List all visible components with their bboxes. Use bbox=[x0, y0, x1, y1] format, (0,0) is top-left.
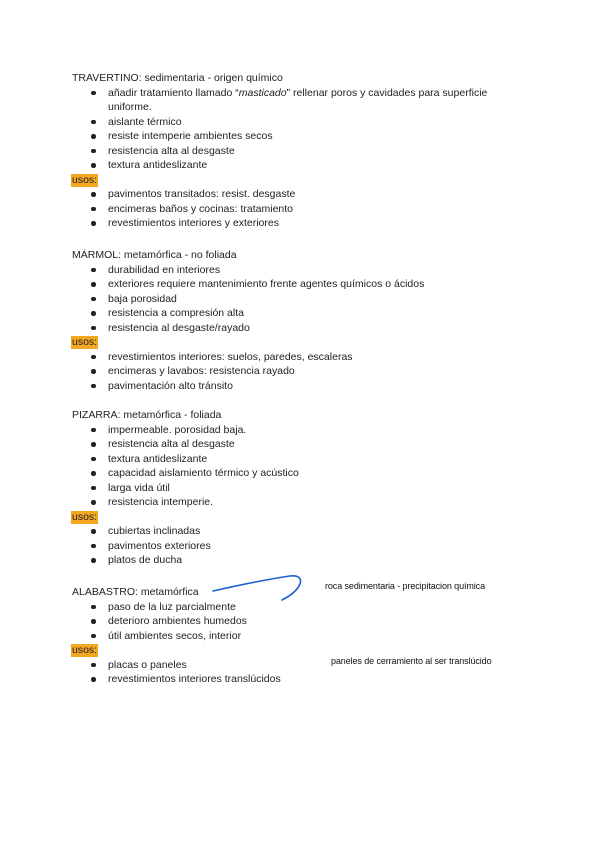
usos-highlight: usos: bbox=[72, 336, 98, 348]
list-item: resistencia al desgaste/rayado bbox=[108, 321, 532, 336]
list-item: textura antideslizante bbox=[108, 158, 532, 173]
handwritten-note: roca sedimentaria - precipitacion química bbox=[325, 581, 485, 591]
section-heading: PIZARRA: metamórfica - foliada bbox=[72, 409, 222, 421]
list-item: exteriores requiere mantenimiento frente agentes químicos o ácidos bbox=[108, 277, 532, 292]
list-item: larga vida útil bbox=[108, 481, 532, 496]
usos-highlight: usos: bbox=[72, 173, 98, 186]
list-item: aislante térmico bbox=[108, 115, 532, 130]
list-item: capacidad aislamiento térmico y acústico bbox=[108, 466, 532, 481]
list-item: resistencia a compresión alta bbox=[108, 306, 532, 321]
list-item: resistencia alta al desgaste bbox=[108, 437, 532, 452]
handwritten-note: paneles de cerramiento al ser translúcido bbox=[331, 656, 492, 666]
list-item: cubiertas inclinadas bbox=[108, 524, 532, 539]
usos-highlight: usos: bbox=[72, 510, 98, 523]
list-item: baja porosidad bbox=[108, 292, 532, 307]
list-item: encimeras y lavabos: resistencia rayado bbox=[108, 364, 532, 379]
section-heading: TRAVERTINO: sedimentaria - origen químico bbox=[72, 72, 283, 84]
list-item: platos de ducha bbox=[108, 553, 532, 568]
section-heading: ALABASTRO: metamórfica bbox=[72, 586, 199, 598]
section-heading: MÁRMOL: metamórfica - no foliada bbox=[72, 249, 237, 261]
list-item: resistencia intemperie. bbox=[108, 495, 532, 510]
list-item: durabilidad en interiores bbox=[108, 263, 532, 278]
list-item: revestimientos interiores: suelos, paredes, escaleras bbox=[108, 350, 532, 365]
list-item: resistencia alta al desgaste bbox=[108, 144, 532, 159]
list-item: textura antideslizante bbox=[108, 452, 532, 467]
list-item: útil ambientes secos, interior bbox=[108, 629, 532, 644]
list-item: encimeras baños y cocinas: tratamiento bbox=[108, 202, 532, 217]
list-item: resiste intemperie ambientes secos bbox=[108, 129, 532, 144]
list-item: pavimentación alto tránsito bbox=[108, 379, 532, 394]
list-item: revestimientos interiores translúcidos bbox=[108, 672, 532, 687]
list-item: impermeable. porosidad baja. bbox=[108, 423, 532, 438]
usos-highlight: usos: bbox=[72, 644, 98, 656]
list-item: pavimentos transitados: resist. desgaste bbox=[108, 187, 532, 202]
list-item: pavimentos exteriores bbox=[108, 539, 532, 554]
list-item: deterioro ambientes humedos bbox=[108, 614, 532, 629]
masticado-sentence: añadir tratamiento llamado “masticado” rellenar poros y cavidades para superficie uniforme. bbox=[108, 86, 488, 113]
list-item: revestimientos interiores y exteriores bbox=[108, 216, 532, 231]
list-item: placas o paneles bbox=[108, 658, 532, 673]
list-item: paso de la luz parcialmente bbox=[108, 600, 532, 615]
